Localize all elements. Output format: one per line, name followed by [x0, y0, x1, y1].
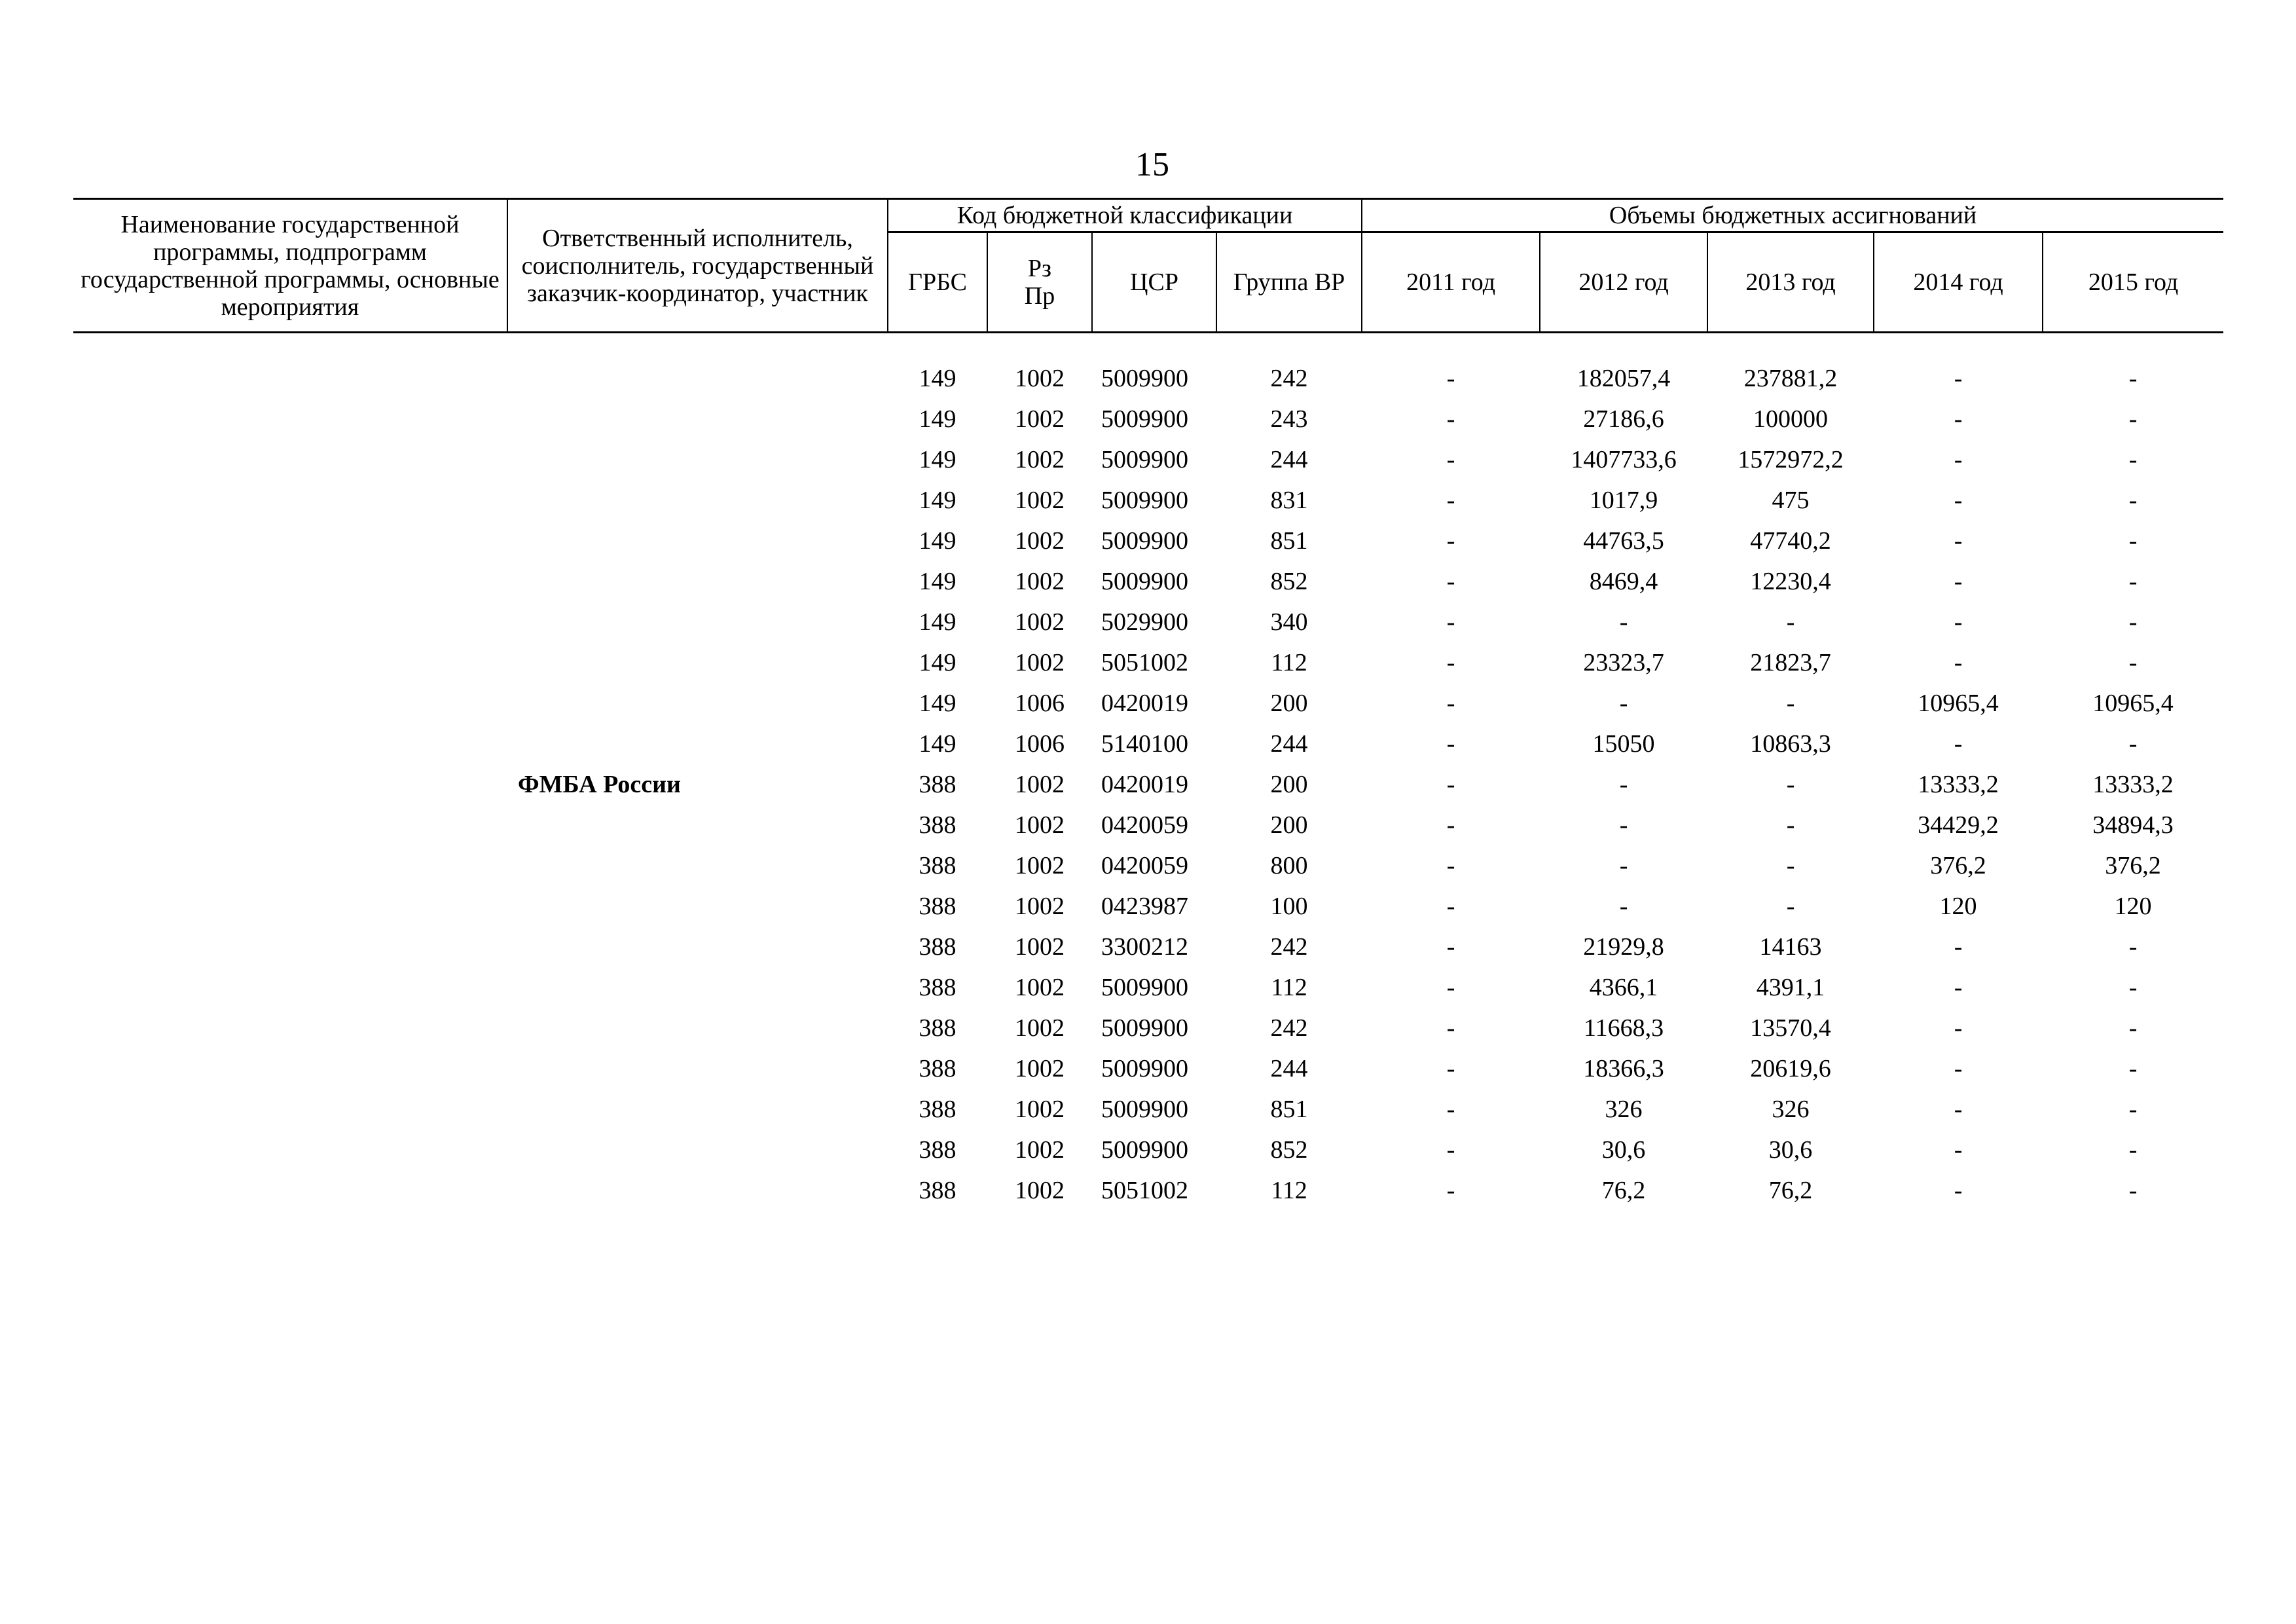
cell-2013: - [1786, 608, 1795, 636]
cell-2014: - [1954, 365, 1963, 392]
table-row [73, 439, 2223, 480]
cell-program-name [73, 967, 507, 1008]
cell-performer [507, 521, 888, 561]
cell-2012: - [1619, 608, 1628, 636]
cell-group-vr: 112 [1271, 649, 1307, 676]
cell-2012: 23323,7 [1583, 649, 1664, 676]
cell-2013: 475 [1772, 487, 1810, 514]
cell-program-name [73, 521, 507, 561]
table-row [73, 1048, 2223, 1089]
cell-rz-pr: 1002 [1015, 527, 1065, 555]
cell-group-vr: 112 [1271, 974, 1307, 1001]
cell-rz-pr: 1002 [1015, 1014, 1065, 1042]
cell-2015: - [2128, 568, 2138, 595]
cell-2012: 18366,3 [1583, 1055, 1664, 1082]
cell-2013: 1572972,2 [1738, 446, 1844, 473]
cell-2012: 30,6 [1601, 1136, 1646, 1164]
table-row [73, 561, 2223, 602]
cell-performer [507, 927, 888, 967]
cell-rz-pr: 1002 [1015, 1177, 1065, 1204]
cell-performer [507, 642, 888, 683]
header-year-2011: 2011 год [1362, 232, 1540, 333]
cell-group-vr: 112 [1271, 1177, 1307, 1204]
cell-program-name [73, 1008, 507, 1048]
cell-2011: - [1446, 933, 1455, 961]
header-budget-volumes: Объемы бюджетных ассигнований [1362, 199, 2223, 232]
header-rz-pr [987, 232, 1092, 333]
cell-2012: 15050 [1592, 730, 1655, 758]
cell-2013: 326 [1772, 1096, 1810, 1123]
cell-program-name [73, 399, 507, 439]
cell-2011: - [1446, 1096, 1455, 1123]
cell-grbs: 388 [919, 1014, 957, 1042]
cell-2014: - [1954, 1055, 1963, 1082]
cell-2012: 4366,1 [1589, 974, 1658, 1001]
header-csr: ЦСР [1092, 232, 1216, 333]
cell-performer [507, 602, 888, 642]
cell-program-name [73, 845, 507, 886]
cell-2015: 376,2 [2105, 852, 2161, 879]
cell-grbs: 388 [919, 1136, 957, 1164]
table-body [73, 333, 2223, 1211]
cell-2014: - [1954, 933, 1963, 961]
cell-rz-pr: 1002 [1015, 893, 1065, 920]
cell-2013: 10863,3 [1750, 730, 1831, 758]
cell-2013: - [1786, 852, 1795, 879]
cell-2011: - [1446, 771, 1455, 798]
cell-2011: - [1446, 487, 1455, 514]
cell-program-name [73, 561, 507, 602]
cell-2015: - [2128, 487, 2138, 514]
cell-2013: 30,6 [1768, 1136, 1813, 1164]
header-performer: Ответственный исполнитель, соисполнитель, государственный заказчик-координатор, участник [507, 199, 888, 333]
cell-program-name [73, 886, 507, 927]
table-row [73, 399, 2223, 439]
table-row [73, 602, 2223, 642]
cell-group-vr: 851 [1270, 527, 1308, 555]
cell-rz-pr: 1002 [1015, 405, 1065, 433]
cell-group-vr: 831 [1270, 487, 1308, 514]
cell-2012: 44763,5 [1583, 527, 1664, 555]
cell-group-vr: 242 [1270, 1014, 1308, 1042]
cell-2013: - [1786, 771, 1795, 798]
cell-2015: - [2128, 1055, 2138, 1082]
cell-performer: ФМБА России [518, 771, 681, 798]
cell-2011: - [1446, 730, 1455, 758]
cell-csr: 0420059 [1101, 852, 1188, 879]
cell-2015: - [2128, 405, 2138, 433]
cell-2011: - [1446, 811, 1455, 839]
cell-grbs: 149 [919, 365, 957, 392]
cell-group-vr: 200 [1270, 811, 1308, 839]
cell-2014: 376,2 [1930, 852, 1986, 879]
cell-2011: - [1446, 446, 1455, 473]
cell-program-name [73, 480, 507, 521]
cell-rz-pr: 1002 [1015, 365, 1065, 392]
cell-program-name [73, 683, 507, 724]
cell-2013: 100000 [1753, 405, 1829, 433]
cell-2014: - [1954, 527, 1963, 555]
cell-rz-pr: 1002 [1015, 1136, 1065, 1164]
cell-2012: - [1619, 893, 1628, 920]
cell-2015: - [2128, 527, 2138, 555]
header-group-vr: Группа ВР [1216, 232, 1362, 333]
cell-2015: - [2128, 1177, 2138, 1204]
table-row [73, 886, 2223, 927]
cell-2013: 237881,2 [1743, 365, 1838, 392]
cell-2014: - [1954, 405, 1963, 433]
cell-2011: - [1446, 608, 1455, 636]
cell-2012: 21929,8 [1583, 933, 1664, 961]
cell-rz-pr: 1002 [1015, 608, 1065, 636]
cell-group-vr: 242 [1270, 933, 1308, 961]
cell-grbs: 149 [919, 527, 957, 555]
cell-performer [507, 561, 888, 602]
cell-2012: - [1619, 771, 1628, 798]
cell-grbs: 149 [919, 730, 957, 758]
cell-grbs: 388 [919, 933, 957, 961]
cell-program-name [73, 1170, 507, 1211]
cell-group-vr: 851 [1270, 1096, 1308, 1123]
cell-performer [507, 845, 888, 886]
cell-rz-pr: 1002 [1015, 1055, 1065, 1082]
header-year-2015: 2015 год [2043, 232, 2223, 333]
cell-performer [507, 805, 888, 845]
cell-2015: - [2128, 933, 2138, 961]
cell-program-name [73, 358, 507, 399]
cell-2015: - [2128, 1014, 2138, 1042]
cell-2014: 120 [1939, 893, 1977, 920]
cell-csr: 5009900 [1101, 974, 1188, 1001]
cell-csr: 0420059 [1101, 811, 1188, 839]
cell-2012: 27186,6 [1583, 405, 1664, 433]
cell-2014: - [1954, 1096, 1963, 1123]
cell-csr: 5051002 [1101, 649, 1188, 676]
cell-2013: - [1786, 893, 1795, 920]
cell-program-name [73, 439, 507, 480]
cell-grbs: 149 [919, 487, 957, 514]
cell-group-vr: 200 [1270, 690, 1308, 717]
cell-group-vr: 852 [1270, 1136, 1308, 1164]
header-year-2013: 2013 год [1707, 232, 1874, 333]
cell-grbs: 388 [919, 1177, 957, 1204]
header-year-2012: 2012 год [1540, 232, 1707, 333]
cell-group-vr: 800 [1270, 852, 1308, 879]
cell-program-name [73, 764, 507, 805]
header-grbs: ГРБС [888, 232, 987, 333]
cell-2014: - [1954, 649, 1963, 676]
cell-rz-pr: 1002 [1015, 649, 1065, 676]
cell-2012: 1017,9 [1589, 487, 1658, 514]
table-row [73, 927, 2223, 967]
cell-2014: 10965,4 [1918, 690, 1999, 717]
cell-program-name [73, 1130, 507, 1170]
cell-rz-pr: 1002 [1015, 933, 1065, 961]
cell-2013: - [1786, 690, 1795, 717]
header-rz-pr-label: Рз Пр [1024, 255, 1055, 310]
cell-2011: - [1446, 568, 1455, 595]
cell-program-name [73, 1048, 507, 1089]
table-row [73, 1130, 2223, 1170]
cell-2011: - [1446, 649, 1455, 676]
header-budget-code: Код бюджетной классификации [888, 199, 1362, 232]
cell-performer [507, 1008, 888, 1048]
cell-group-vr: 100 [1270, 893, 1308, 920]
cell-grbs: 149 [919, 446, 957, 473]
page-number: 15 [1135, 146, 1169, 183]
table-row [73, 967, 2223, 1008]
cell-2011: - [1446, 365, 1455, 392]
cell-rz-pr: 1002 [1015, 852, 1065, 879]
cell-grbs: 388 [919, 771, 957, 798]
cell-rz-pr: 1002 [1015, 811, 1065, 839]
cell-performer [507, 480, 888, 521]
header-year-2014: 2014 год [1874, 232, 2043, 333]
cell-2011: - [1446, 527, 1455, 555]
cell-2011: - [1446, 1136, 1455, 1164]
cell-2015: 10965,4 [2092, 690, 2174, 717]
cell-2014: 13333,2 [1918, 771, 1999, 798]
cell-performer [507, 399, 888, 439]
table-row [73, 683, 2223, 724]
cell-2011: - [1446, 1014, 1455, 1042]
cell-performer [507, 439, 888, 480]
cell-grbs: 388 [919, 893, 957, 920]
cell-performer [507, 358, 888, 399]
cell-csr: 5009900 [1101, 405, 1188, 433]
cell-2012: - [1619, 811, 1628, 839]
cell-csr: 3300212 [1101, 933, 1188, 961]
cell-csr: 5009900 [1101, 365, 1188, 392]
cell-rz-pr: 1002 [1015, 1096, 1065, 1123]
cell-grbs: 149 [919, 608, 957, 636]
cell-csr: 5009900 [1101, 527, 1188, 555]
cell-2015: 13333,2 [2092, 771, 2174, 798]
cell-csr: 5009900 [1101, 568, 1188, 595]
cell-group-vr: 244 [1270, 446, 1308, 473]
table-row [73, 358, 2223, 399]
table-header [73, 199, 2223, 333]
table-row [73, 1089, 2223, 1130]
cell-2015: - [2128, 608, 2138, 636]
table-row [73, 521, 2223, 561]
cell-program-name [73, 724, 507, 764]
cell-grbs: 149 [919, 405, 957, 433]
cell-2015: - [2128, 649, 2138, 676]
cell-rz-pr: 1002 [1015, 771, 1065, 798]
cell-program-name [73, 642, 507, 683]
cell-2014: - [1954, 568, 1963, 595]
cell-2011: - [1446, 893, 1455, 920]
cell-2013: 13570,4 [1750, 1014, 1831, 1042]
cell-grbs: 388 [919, 811, 957, 839]
cell-grbs: 388 [919, 1055, 957, 1082]
cell-performer [507, 967, 888, 1008]
cell-grbs: 149 [919, 649, 957, 676]
cell-performer [507, 1089, 888, 1130]
cell-grbs: 388 [919, 1096, 957, 1123]
cell-2012: 1407733,6 [1571, 446, 1677, 473]
cell-rz-pr: 1006 [1015, 690, 1065, 717]
cell-performer [507, 1170, 888, 1211]
cell-rz-pr: 1002 [1015, 446, 1065, 473]
cell-csr: 5009900 [1101, 1136, 1188, 1164]
cell-csr: 5009900 [1101, 487, 1188, 514]
cell-rz-pr: 1002 [1015, 487, 1065, 514]
cell-program-name [73, 1089, 507, 1130]
cell-csr: 0420019 [1101, 771, 1188, 798]
cell-2012: 11668,3 [1584, 1014, 1664, 1042]
cell-2014: - [1954, 1014, 1963, 1042]
cell-2012: - [1619, 690, 1628, 717]
cell-program-name [73, 805, 507, 845]
cell-group-vr: 244 [1270, 730, 1308, 758]
cell-group-vr: 340 [1270, 608, 1308, 636]
cell-2015: - [2128, 1136, 2138, 1164]
table-row [73, 845, 2223, 886]
cell-2013: 47740,2 [1750, 527, 1831, 555]
cell-grbs: 149 [919, 690, 957, 717]
cell-grbs: 149 [919, 568, 957, 595]
table-row [73, 805, 2223, 845]
cell-2013: 21823,7 [1750, 649, 1831, 676]
cell-2011: - [1446, 690, 1455, 717]
cell-rz-pr: 1002 [1015, 568, 1065, 595]
cell-performer [507, 724, 888, 764]
cell-csr: 0420019 [1101, 690, 1188, 717]
table-row [73, 1008, 2223, 1048]
cell-2012: 182057,4 [1576, 365, 1671, 392]
cell-2011: - [1446, 1177, 1455, 1204]
cell-group-vr: 242 [1270, 365, 1308, 392]
cell-grbs: 388 [919, 974, 957, 1001]
cell-2012: 326 [1605, 1096, 1643, 1123]
cell-2013: 12230,4 [1750, 568, 1831, 595]
cell-2013: 4391,1 [1756, 974, 1825, 1001]
cell-csr: 5029900 [1101, 608, 1188, 636]
cell-program-name [73, 927, 507, 967]
cell-2014: 34429,2 [1918, 811, 1999, 839]
cell-2011: - [1446, 405, 1455, 433]
cell-2014: - [1954, 1136, 1963, 1164]
cell-2015: - [2128, 974, 2138, 1001]
table-row [73, 480, 2223, 521]
cell-2015: - [2128, 1096, 2138, 1123]
cell-2013: - [1786, 811, 1795, 839]
table-row [73, 642, 2223, 683]
cell-performer [507, 683, 888, 724]
cell-2012: 8469,4 [1589, 568, 1658, 595]
cell-2013: 14163 [1759, 933, 1822, 961]
cell-2014: - [1954, 487, 1963, 514]
cell-2015: - [2128, 730, 2138, 758]
cell-2012: - [1619, 852, 1628, 879]
table-row [73, 724, 2223, 764]
table-row [73, 1170, 2223, 1211]
cell-2011: - [1446, 1055, 1455, 1082]
cell-grbs: 388 [919, 852, 957, 879]
cell-csr: 5009900 [1101, 1096, 1188, 1123]
cell-2013: 20619,6 [1750, 1055, 1831, 1082]
cell-rz-pr: 1006 [1015, 730, 1065, 758]
cell-2011: - [1446, 974, 1455, 1001]
cell-csr: 5009900 [1101, 446, 1188, 473]
cell-2014: - [1954, 974, 1963, 1001]
cell-2011: - [1446, 852, 1455, 879]
cell-2014: - [1954, 730, 1963, 758]
cell-2014: - [1954, 446, 1963, 473]
cell-2014: - [1954, 1177, 1963, 1204]
cell-csr: 5009900 [1101, 1014, 1188, 1042]
cell-group-vr: 244 [1270, 1055, 1308, 1082]
cell-2015: - [2128, 365, 2138, 392]
cell-2013: 76,2 [1768, 1177, 1813, 1204]
cell-program-name [73, 602, 507, 642]
cell-csr: 0423987 [1101, 893, 1188, 920]
header-program-name: Наименование государственной программы, подпрограмм государственной программы, основные мероприятия [73, 199, 507, 333]
cell-2014: - [1954, 608, 1963, 636]
cell-2015: 120 [2114, 893, 2152, 920]
cell-performer [507, 886, 888, 927]
cell-csr: 5009900 [1101, 1055, 1188, 1082]
cell-group-vr: 200 [1270, 771, 1308, 798]
cell-rz-pr: 1002 [1015, 974, 1065, 1001]
cell-csr: 5140100 [1101, 730, 1188, 758]
cell-2012: 76,2 [1601, 1177, 1646, 1204]
budget-allocation-table [73, 198, 2223, 1211]
cell-2015: - [2128, 446, 2138, 473]
cell-2015: 34894,3 [2092, 811, 2174, 839]
cell-group-vr: 852 [1270, 568, 1308, 595]
cell-group-vr: 243 [1270, 405, 1308, 433]
cell-csr: 5051002 [1101, 1177, 1188, 1204]
cell-performer [507, 1048, 888, 1089]
cell-performer [507, 1130, 888, 1170]
table-row [73, 764, 2223, 805]
